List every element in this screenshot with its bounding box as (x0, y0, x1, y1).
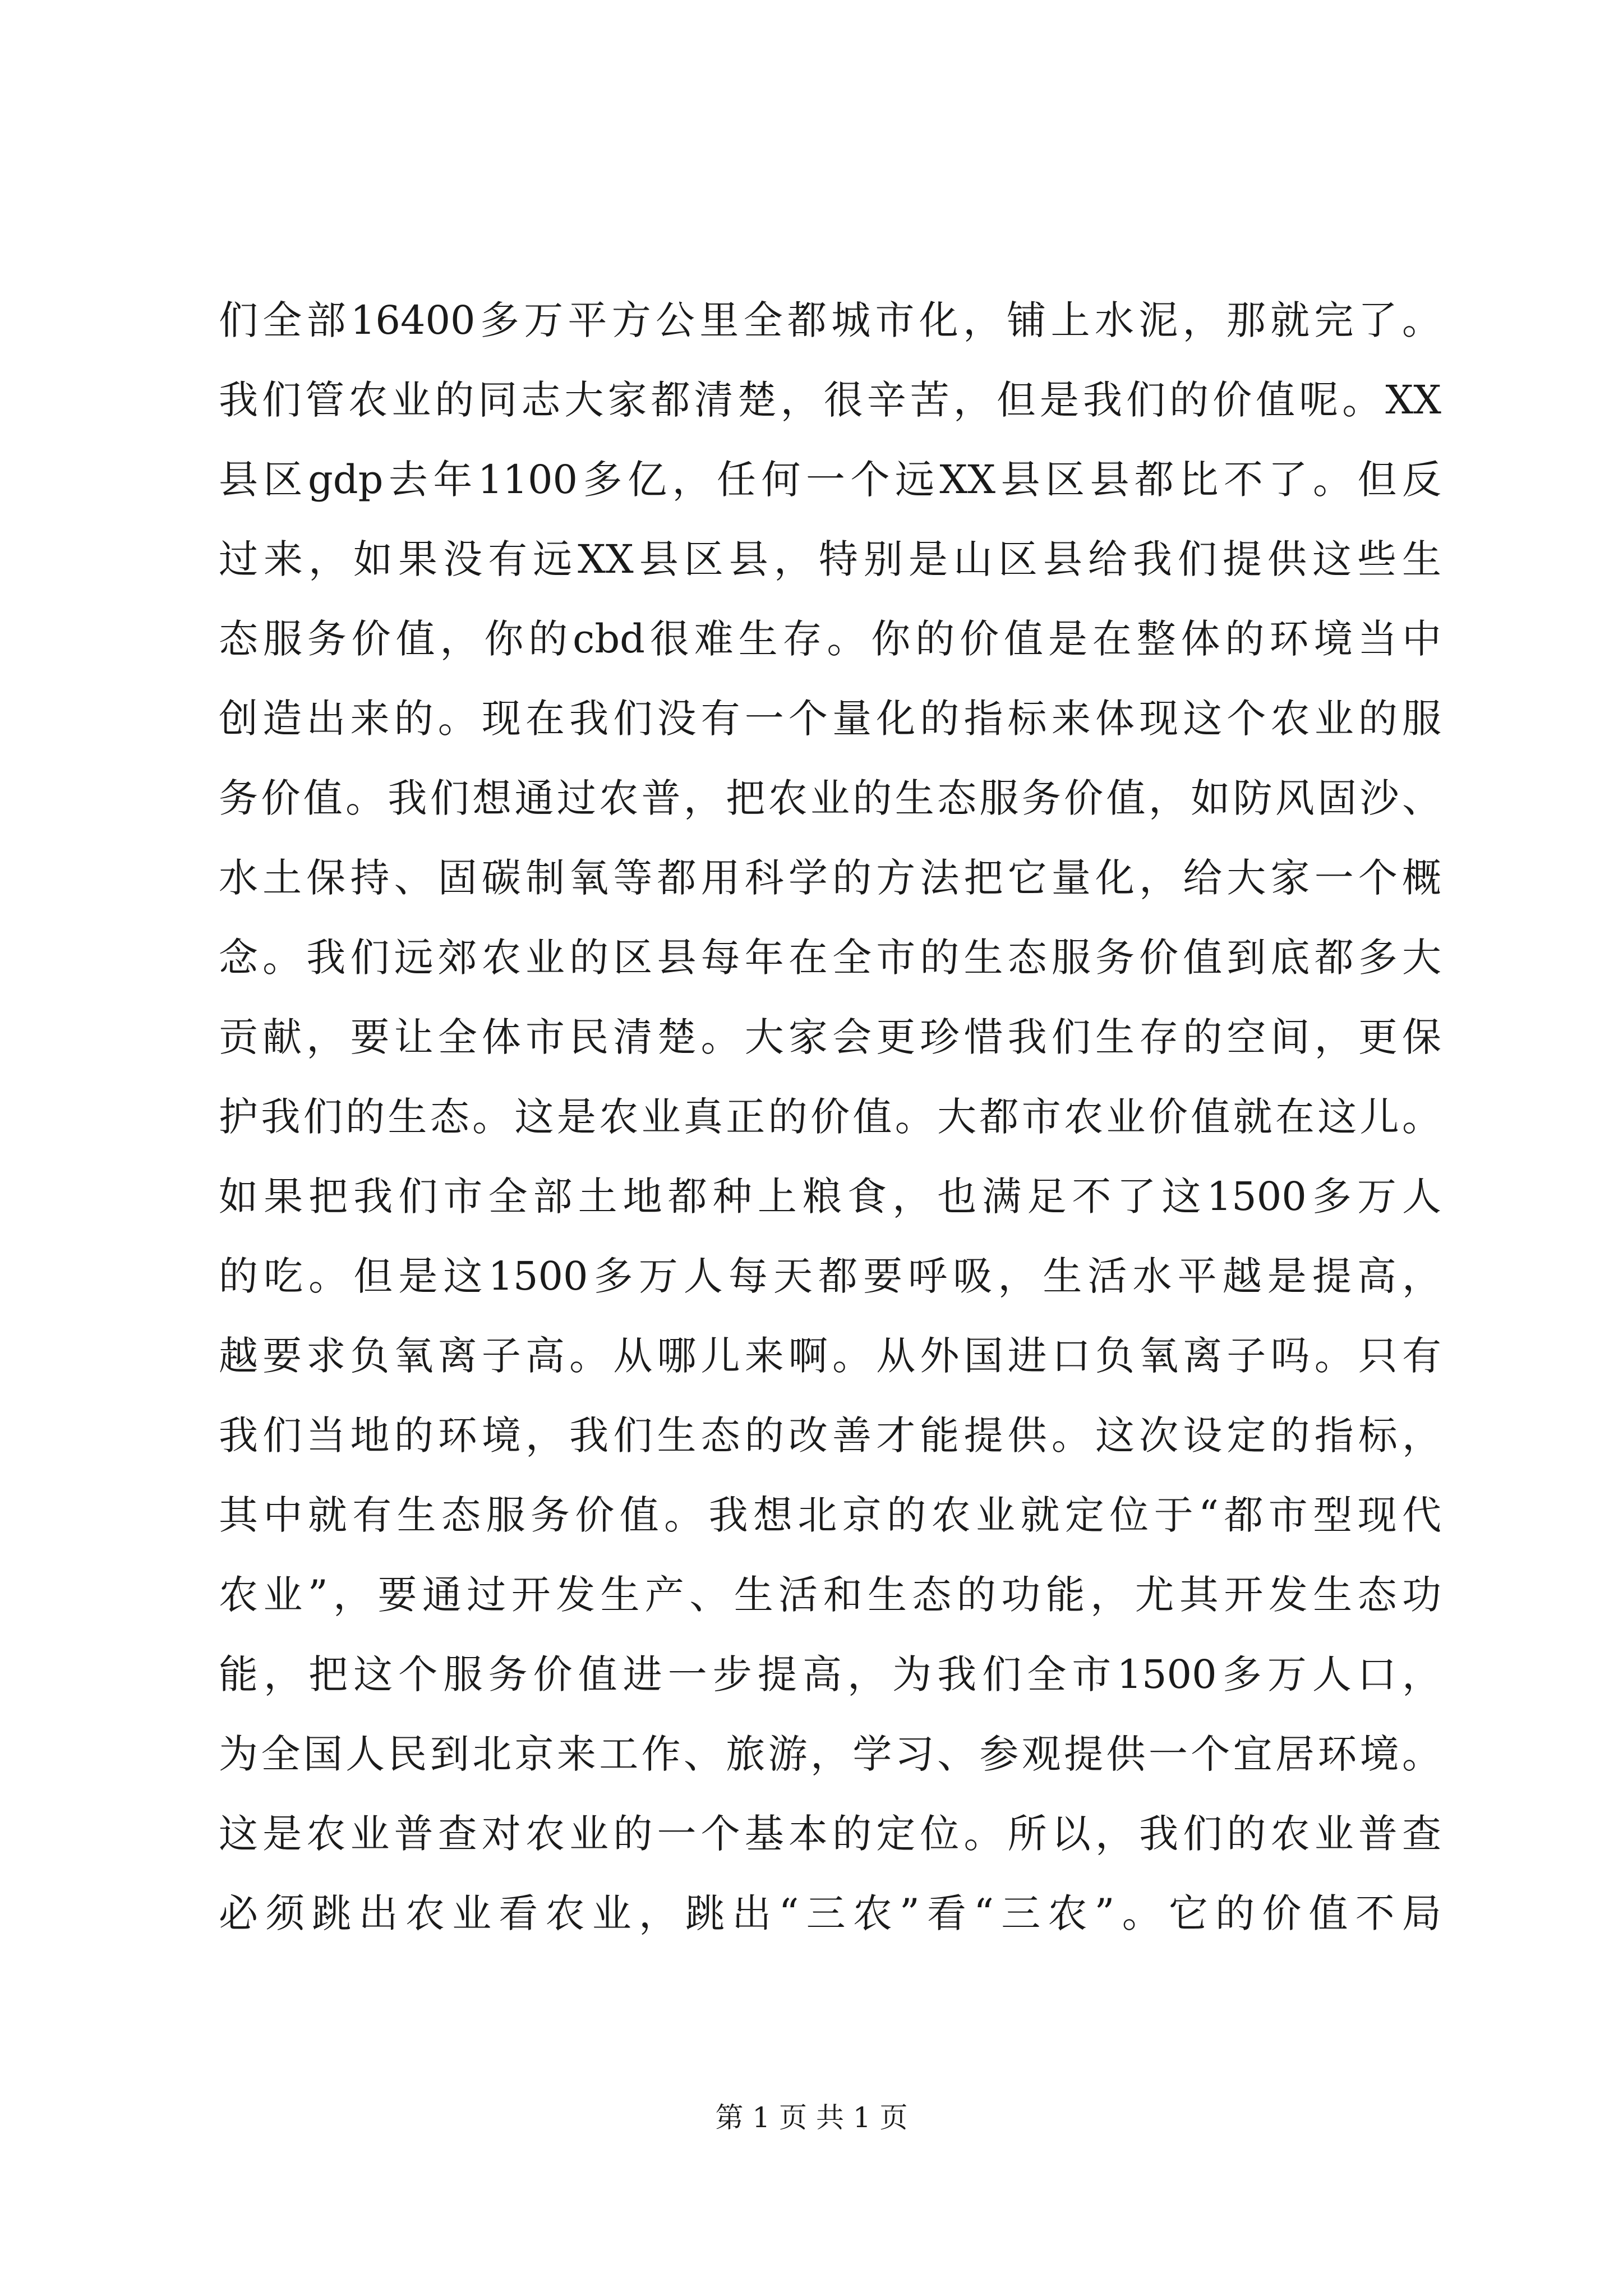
text-line-19: 为全国人民到北京来工作、旅游，学习、参观提供一个宜居环境。 (219, 1731, 1441, 1777)
text-line-5: 态服务价值，你的cbd很难生存。你的价值是在整体的环境当中 (219, 616, 1441, 662)
text-line-20: 这是农业普查对农业的一个基本的定位。所以，我们的农业普查 (219, 1811, 1441, 1857)
text-line-15: 我们当地的环境，我们生态的改善才能提供。这次设定的指标， (219, 1412, 1441, 1458)
text-line-12: 如果把我们市全部土地都种上粮食，也满足不了这1500多万人 (219, 1174, 1441, 1220)
text-line-2: 我们管农业的同志大家都清楚，很辛苦，但是我们的价值呢。XX (219, 377, 1441, 423)
text-line-17: 农业”，要通过开发生产、生活和生态的功能，尤其开发生态功 (219, 1572, 1441, 1618)
text-line-8: 水土保持、固碳制氧等都用科学的方法把它量化，给大家一个概 (219, 855, 1441, 901)
page-footer (0, 2098, 1623, 2137)
text-line-11: 护我们的生态。这是农业真正的价值。大都市农业价值就在这儿。 (219, 1094, 1441, 1140)
text-line-16: 其中就有生态服务价值。我想北京的农业就定位于“都市型现代 (219, 1492, 1441, 1538)
text-line-7: 务价值。我们想通过农普，把农业的生态服务价值，如防风固沙、 (219, 775, 1441, 821)
page-number-label: 第 1 页 共 1 页 (715, 2101, 908, 2134)
text-line-6: 创造出来的。现在我们没有一个量化的指标来体现这个农业的服 (219, 696, 1441, 742)
text-line-18: 能，把这个服务价值进一步提高，为我们全市1500多万人口， (219, 1651, 1441, 1697)
text-line-3: 县区gdp去年1100多亿，任何一个远XX县区县都比不了。但反 (219, 457, 1441, 503)
body-text (219, 280, 1441, 1953)
text-line-10: 贡献，要让全体市民清楚。大家会更珍惜我们生存的空间，更保 (219, 1014, 1441, 1060)
text-line-9: 念。我们远郊农业的区县每年在全市的生态服务价值到底都多大 (219, 935, 1441, 981)
text-line-21: 必须跳出农业看农业，跳出“三农”看“三农”。它的价值不局 (219, 1890, 1441, 1936)
text-line-13: 的吃。但是这1500多万人每天都要呼吸，生活水平越是提高， (219, 1253, 1441, 1299)
text-line-1: 们全部16400多万平方公里全都城市化，铺上水泥，那就完了。 (219, 297, 1441, 343)
text-line-14: 越要求负氧离子高。从哪儿来啊。从外国进口负氧离子吗。只有 (219, 1333, 1441, 1379)
text-line-4: 过来，如果没有远XX县区县，特别是山区县给我们提供这些生 (219, 536, 1441, 582)
